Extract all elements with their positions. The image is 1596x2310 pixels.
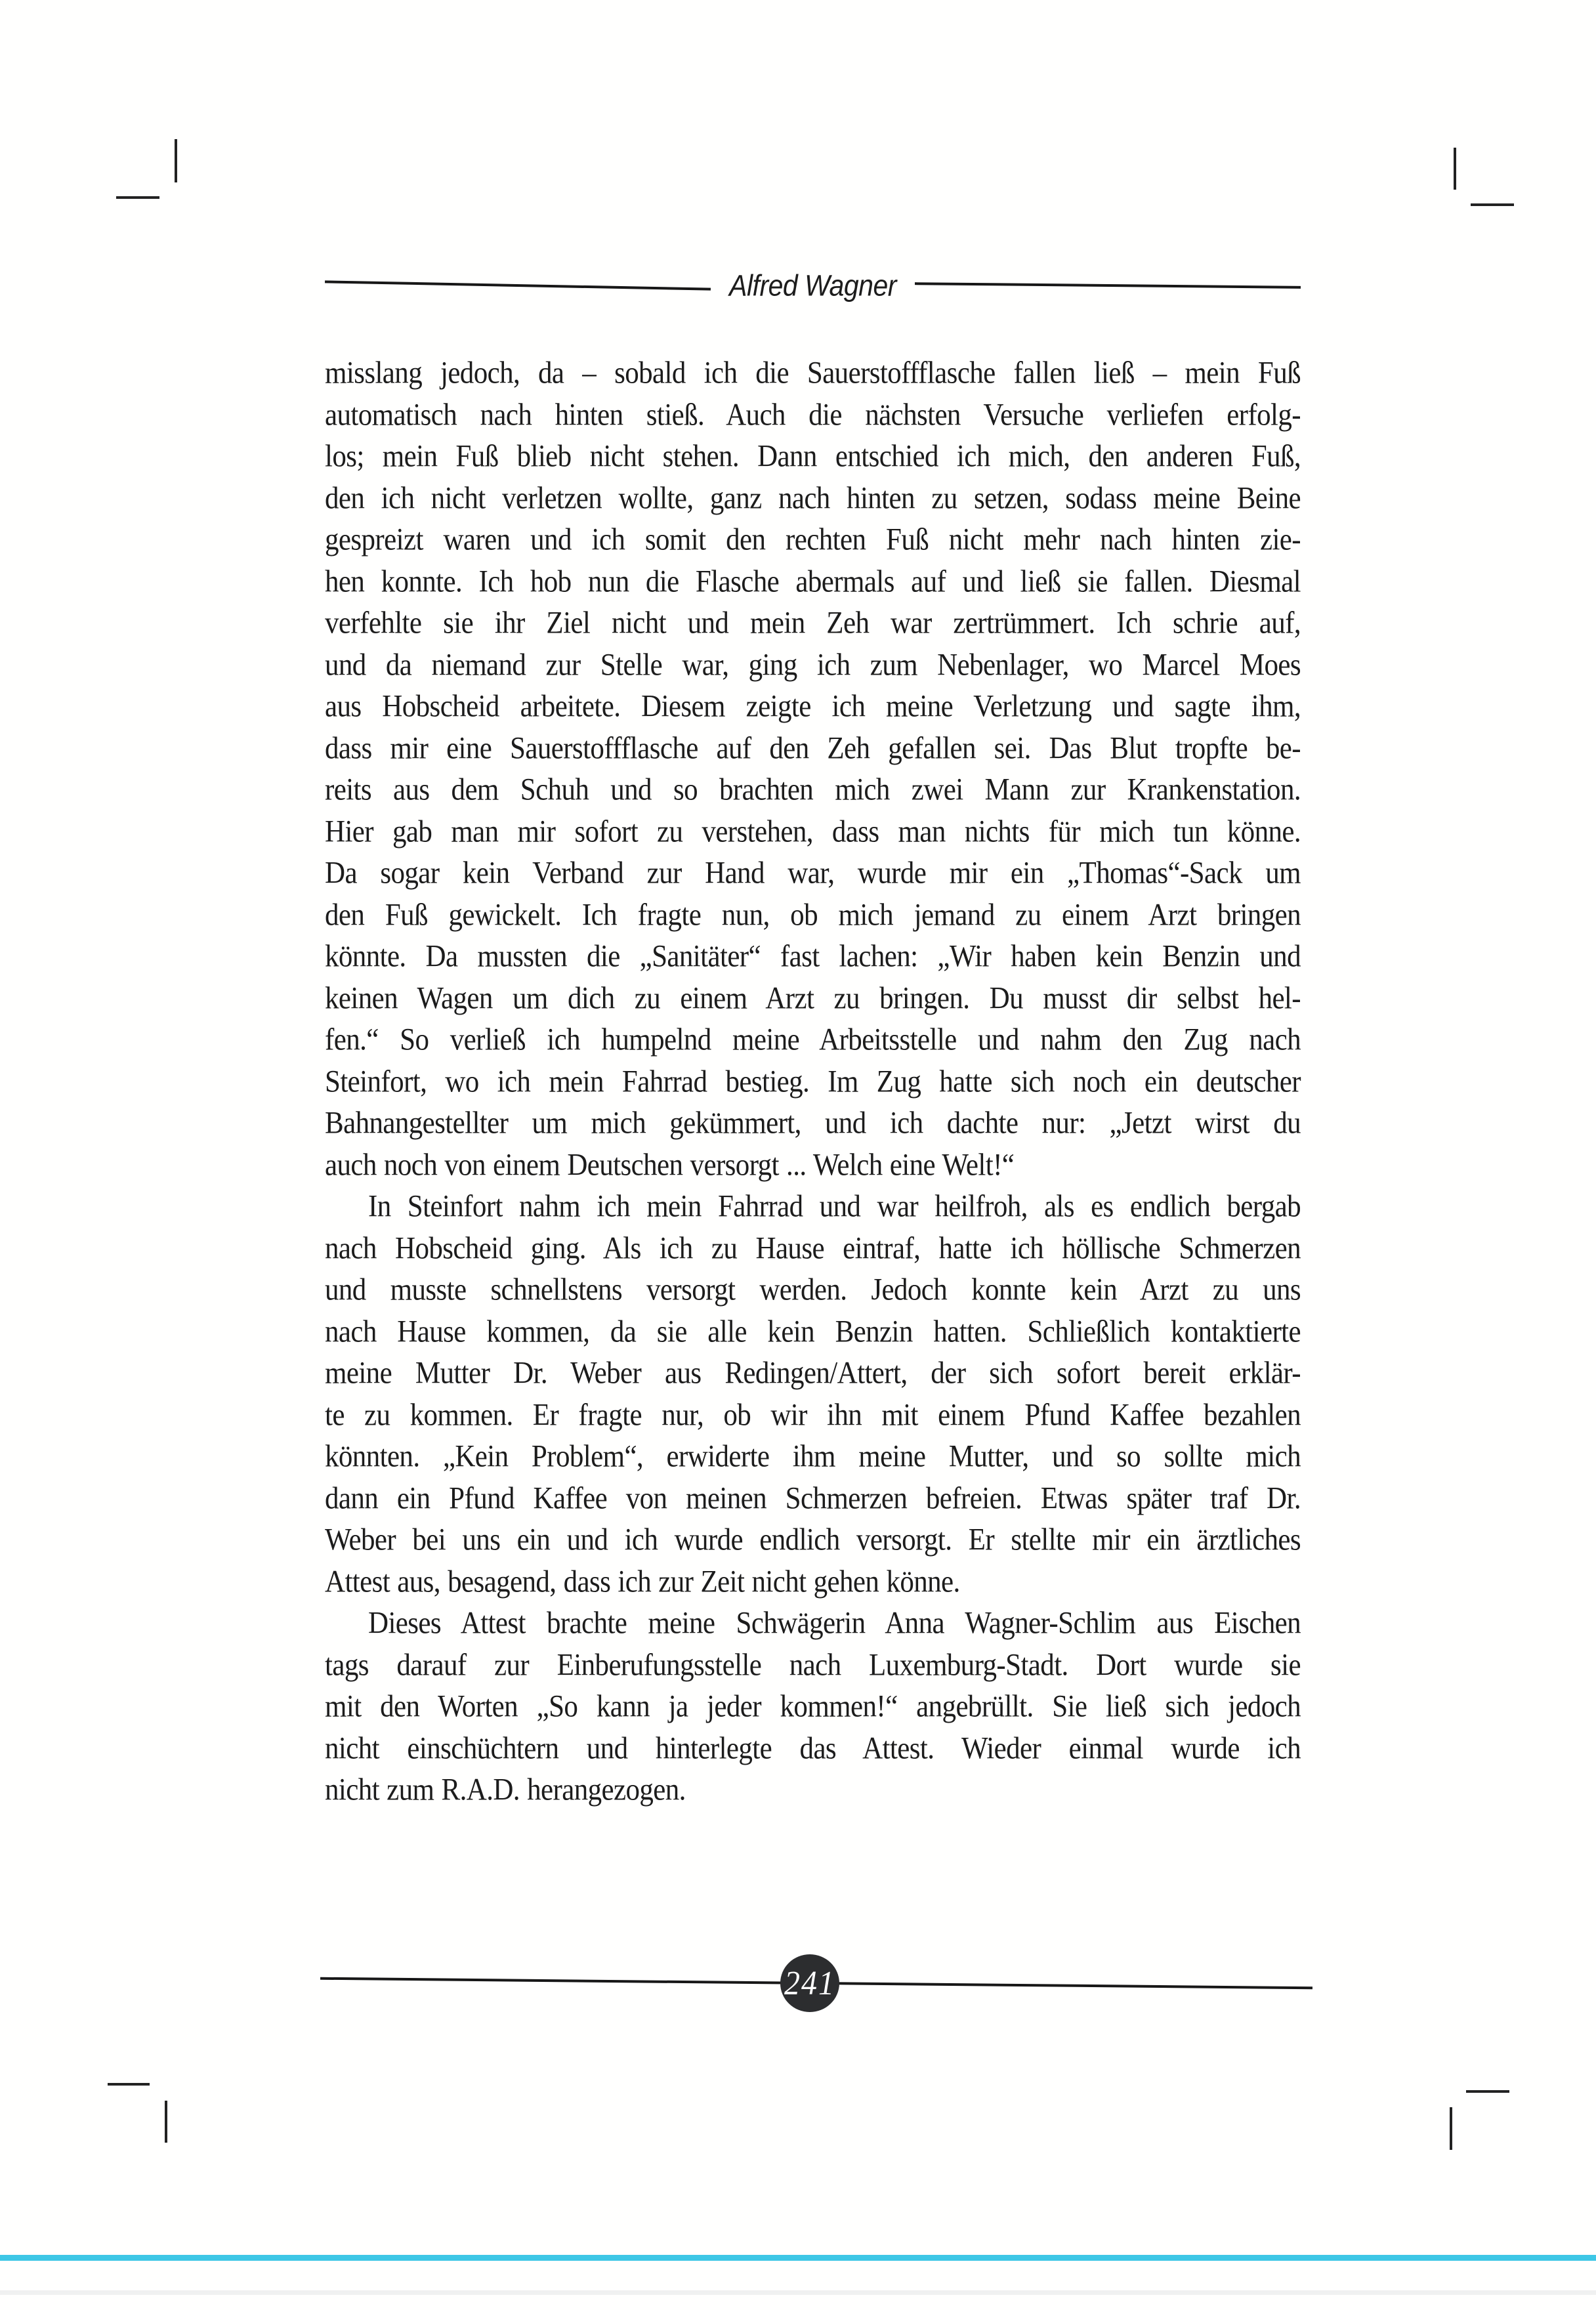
text-line: tags darauf zur Einberufungsstelle nach Luxemburg-Stadt. Dort wurde sie — [325, 1648, 1301, 1682]
text-line: und musste schnellstens versorgt werden. Jedoch konnte kein Arzt zu uns — [325, 1272, 1301, 1307]
text-line: mit den Worten „So kann ja jeder kommen!“ angebrüllt. Sie ließ sich jedoch — [325, 1689, 1301, 1724]
crop-mark-bottom-right-horizontal — [1466, 2090, 1509, 2093]
text-line: reits aus dem Schuh und so brachten mich zwei Mann zur Krankenstation. — [325, 772, 1301, 807]
text-line: könnten. „Kein Problem“, erwiderte ihm meine Mutter, und so sollte mich — [325, 1439, 1301, 1474]
page-footer — [320, 1950, 1312, 2019]
text-line: nach Hause kommen, da sie alle kein Benzin hatten. Schließlich kontaktierte — [325, 1314, 1301, 1349]
text-line: dann ein Pfund Kaffee von meinen Schmerzen befreien. Etwas später traf Dr. — [325, 1481, 1301, 1515]
text-line: meine Mutter Dr. Weber aus Redingen/Attert, der sich sofort bereit erklär- — [325, 1356, 1301, 1391]
text-line: fen.“ So verließ ich humpelnd meine Arbeitsstelle und nahm den Zug nach — [325, 1022, 1301, 1057]
crop-mark-top-right-vertical — [1454, 148, 1456, 190]
text-line: den ich nicht verletzen wollte, ganz nach hinten zu setzen, sodass meine Beine — [325, 481, 1301, 515]
text-line: gespreizt waren und ich somit den rechten Fuß nicht mehr nach hinten zie- — [325, 522, 1301, 557]
text-line: los; mein Fuß blieb nicht stehen. Dann entschied ich mich, den anderen Fuß, — [325, 439, 1301, 474]
text-line: auch noch von einem Deutschen versorgt ... Welch eine Welt!“ — [325, 1148, 1015, 1182]
page-number-badge — [780, 1954, 839, 2012]
body-text — [325, 352, 1301, 1811]
crop-mark-top-right-horizontal — [1471, 203, 1514, 206]
text-line: In Steinfort nahm ich mein Fahrrad und war heilfroh, als es endlich bergab — [368, 1189, 1301, 1224]
text-line: nicht einschüchtern und hinterlegte das Attest. Wieder einmal wurde ich — [325, 1731, 1301, 1765]
text-line: automatisch nach hinten stieß. Auch die nächsten Versuche verliefen erfolg- — [325, 398, 1301, 432]
text-line: Dieses Attest brachte meine Schwägerin Anna Wagner-Schlim aus Eischen — [368, 1606, 1301, 1641]
text-line: Weber bei uns ein und ich wurde endlich versorgt. Er stellte mir ein ärztliches — [325, 1522, 1301, 1557]
running-header — [325, 266, 1301, 305]
text-line: Bahnangestellter um mich gekümmert, und ich dachte nur: „Jetzt wirst du — [325, 1106, 1301, 1141]
text-line: dass mir eine Sauerstoffflasche auf den Zeh gefallen sei. Das Blut tropfte be- — [325, 731, 1301, 765]
text-line: te zu kommen. Er fragte nur, ob wir ihn mit einem Pfund Kaffee bezahlen — [325, 1398, 1301, 1432]
text-line: den Fuß gewickelt. Ich fragte nun, ob mich jemand zu einem Arzt bringen — [325, 898, 1301, 932]
text-line: nach Hobscheid ging. Als ich zu Hause eintraf, hatte ich höllische Schmerzen — [325, 1231, 1301, 1265]
scan-edge-cyan-bar — [0, 2255, 1596, 2261]
text-line: Da sogar kein Verband zur Hand war, wurde mir ein „Thomas“-Sack um — [325, 856, 1301, 891]
text-line: Steinfort, wo ich mein Fahrrad bestieg. Im Zug hatte sich noch ein deutscher — [325, 1064, 1301, 1099]
crop-mark-bottom-left-horizontal — [108, 2083, 150, 2086]
text-line: keinen Wagen um dich zu einem Arzt zu bringen. Du musst dir selbst hel- — [325, 981, 1301, 1015]
page-number: 241 — [784, 1964, 835, 2002]
crop-mark-bottom-right-vertical — [1450, 2107, 1452, 2150]
crop-mark-bottom-left-vertical — [165, 2101, 167, 2143]
text-line: nicht zum R.A.D. herangezogen. — [325, 1773, 686, 1807]
text-line: aus Hobscheid arbeitete. Diesem zeigte ich meine Verletzung und sagte ihm, — [325, 689, 1301, 724]
crop-mark-top-left-horizontal — [116, 196, 159, 199]
text-line: und da niemand zur Stelle war, ging ich zum Nebenlager, wo Marcel Moes — [325, 648, 1301, 682]
text-line: verfehlte sie ihr Ziel nicht und mein Zeh war zertrümmert. Ich schrie auf, — [325, 606, 1301, 640]
text-line: Attest aus, besagend, dass ich zur Zeit nicht gehen könne. — [325, 1564, 960, 1599]
crop-mark-top-left-vertical — [175, 139, 177, 182]
text-line: Hier gab man mir sofort zu verstehen, dass man nichts für mich tun könne. — [325, 814, 1301, 849]
text-line: misslang jedoch, da – sobald ich die Sauerstoffflasche fallen ließ – mein Fuß — [325, 356, 1301, 390]
header-rule-right — [915, 282, 1301, 289]
header-rule-left — [325, 280, 711, 290]
text-line: hen konnte. Ich hob nun die Flasche abermals auf und ließ sie fallen. Diesmal — [325, 564, 1301, 598]
scan-edge-faint-bar — [0, 2290, 1596, 2295]
author-name: Alfred Wagner — [729, 268, 896, 302]
text-line: könnte. Da mussten die „Sanitäter“ fast lachen: „Wir haben kein Benzin und — [325, 939, 1301, 974]
